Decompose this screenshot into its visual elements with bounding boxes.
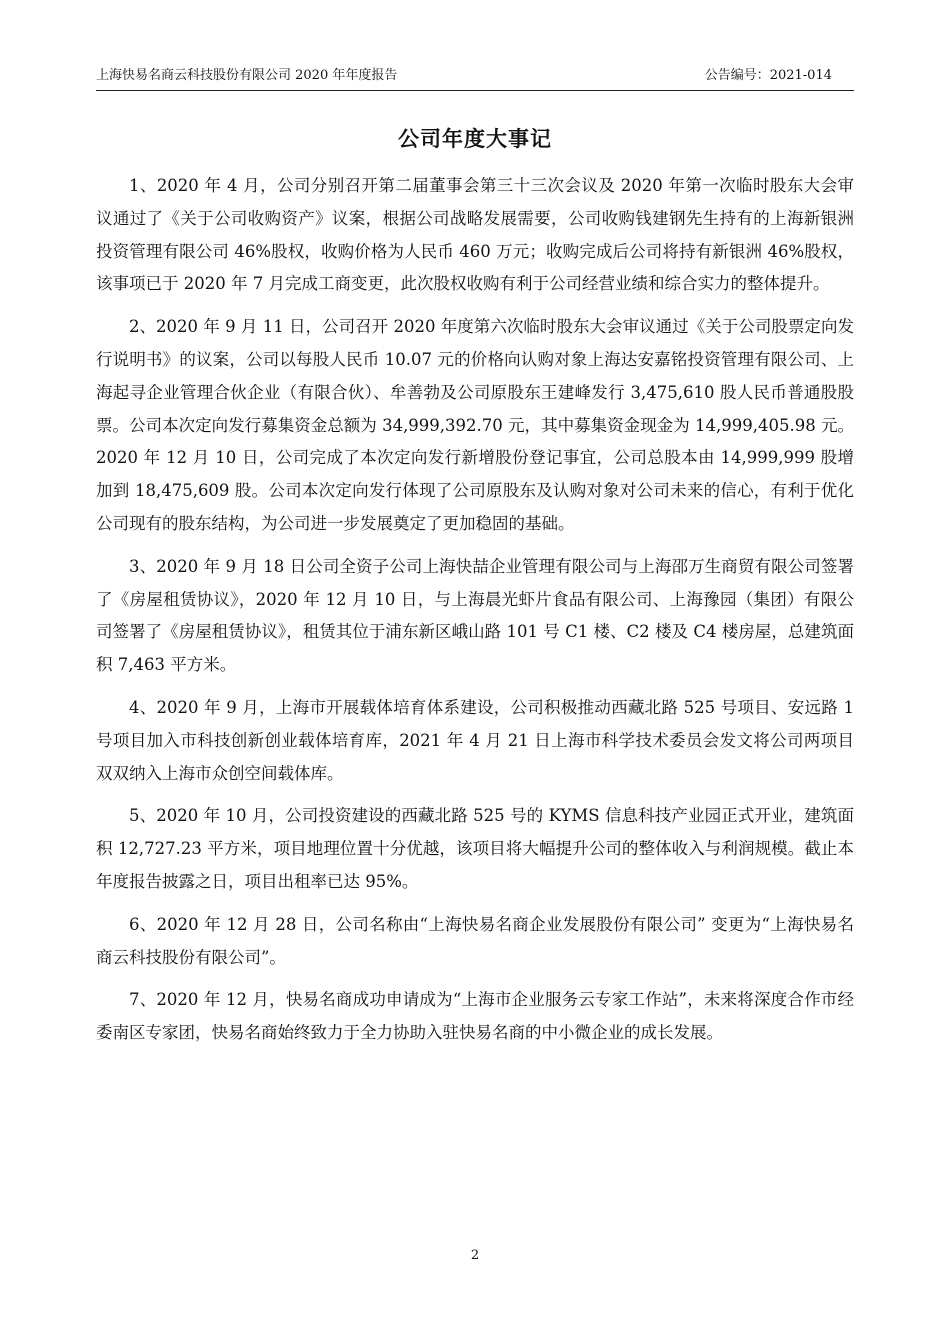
event-paragraph-1: 1、2020 年 4 月，公司分别召开第二届董事会第三十三次会议及 2020 年第一次临时股东大会审议通过了《关于公司收购资产》议案，根据公司战略发展需要，公司收购钱建钢先生持有的上海新银洲投资管理有限公司 46%股权，收购价格为人民币 460 万元；收购完成后公司将持有新银洲 46%股权，该事项已于 2020 年 7 月完成工商变更，此次股权收购有利于公司经营业绩和综合实力的整体提升。 (96, 176, 854, 294)
events-list (96, 170, 854, 1060)
page-title: 公司年度大事记 (398, 127, 552, 151)
event-paragraph-4: 4、2020 年 9 月，上海市开展载体培育体系建设，公司积极推动西藏北路 525 号项目、安远路 1 号项目加入市科技创新创业载体培育库，2021 年 4 月 21 日上海市科学技术委员会发文将公司两项目双双纳入上海市众创空间载体库。 (96, 697, 854, 783)
event-paragraph-7: 7、2020 年 12 月，快易名商成功申请成为“上海市企业服务云专家工作站”，未来将深度合作市经委南区专家团，快易名商始终致力于全力协助入驻快易名商的中小微企业的成长发展。 (96, 990, 854, 1043)
event-paragraph-6: 6、2020 年 12 月 28 日，公司名称由“上海快易名商企业发展股份有限公司” 变更为“上海快易名商云科技股份有限公司”。 (96, 914, 854, 967)
event-paragraph-2: 2、2020 年 9 月 11 日，公司召开 2020 年度第六次临时股东大会审议通过《关于公司股票定向发行说明书》的议案，公司以每股人民币 10.07 元的价格向认购对象上海达安嘉铭投资管理有限公司、上海起寻企业管理合伙企业（有限合伙）、牟善勃及公司原股东王建峰发行 3,475,610 股人民币普通股股票。公司本次定向发行募集资金总额为 34,999,392.70 元，其中募集资金现金为 14,999,405.98 元。2020 年 12 月 10 日，公司完成了本次定向发行新增股份登记事宜，公司总股本由 14,999,999 股增加到 18,475,609 股。公司本次定向发行体现了公司原股东及认购对象对公司未来的信心，有利于优化公司现有的股东结构，为公司进一步发展奠定了更加稳固的基础。 (96, 317, 854, 533)
event-paragraph-5: 5、2020 年 10 月，公司投资建设的西藏北路 525 号的 KYMS 信息科技产业园正式开业，建筑面积 12,727.23 平方米，项目地理位置十分优越，该项目将大幅提升公司的整体收入与利润规模。截止本年度报告披露之日，项目出租率已达 95%。 (96, 806, 854, 891)
header-announcement-number: 公告编号：2021-014 (704, 68, 832, 83)
event-paragraph-3: 3、2020 年 9 月 18 日公司全资子公司上海快喆企业管理有限公司与上海邵万生商贸有限公司签署了《房屋租赁协议》，2020 年 12 月 10 日，与上海晨光虾片食品有限公司、上海豫园（集团）有限公司签署了《房屋租赁协议》，租赁其位于浦东新区峨山路 101 号 C1 楼、C2 楼及 C4 楼房屋，总建筑面积 7,463 平方米。 (96, 556, 854, 675)
header-report-title: 上海快易名商云科技股份有限公司 2020 年年度报告 (96, 68, 398, 83)
page-header (96, 64, 854, 91)
page-number: 2 (470, 1248, 480, 1263)
